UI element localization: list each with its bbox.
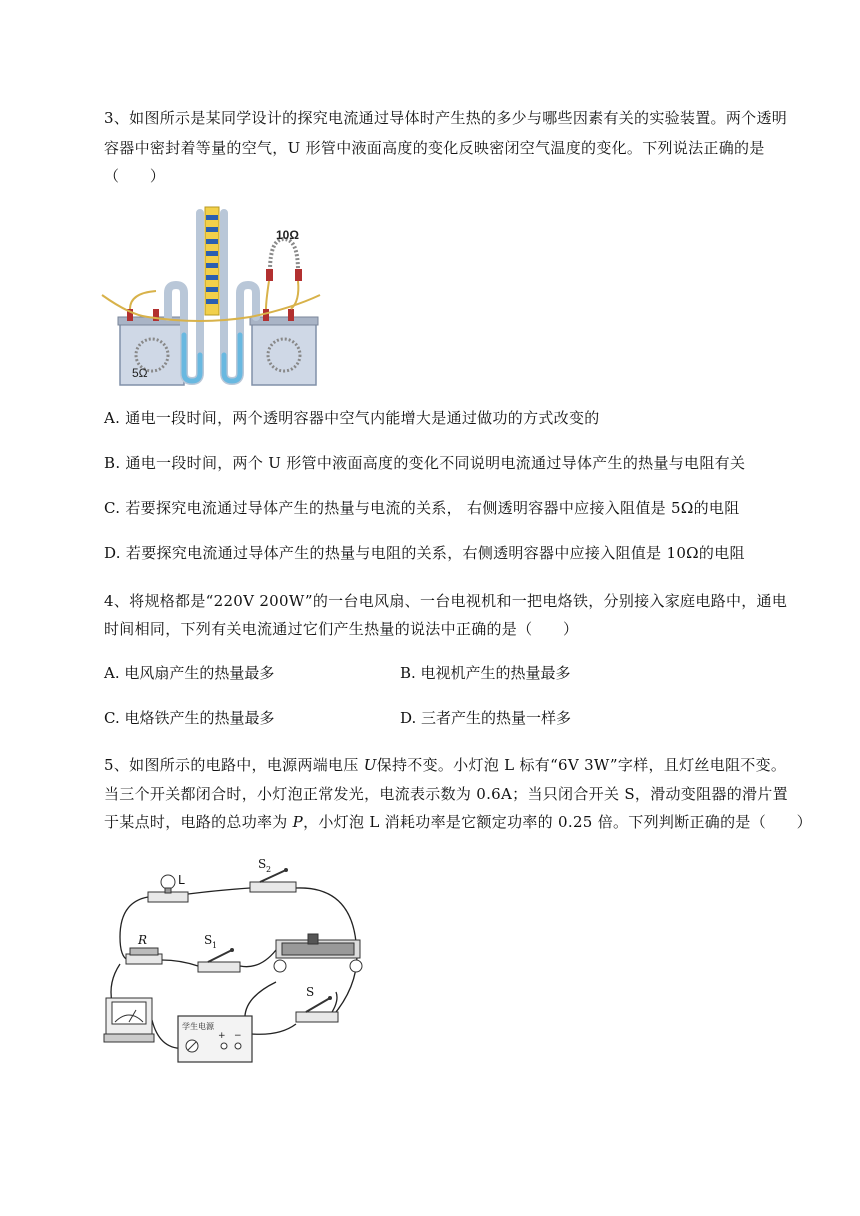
label-10-ohm: 10Ω (276, 228, 299, 242)
label-l: L (178, 873, 185, 887)
q4-line-2: 时间相同，下列有关电流通过它们产生热量的说法中正确的是（ ） (104, 620, 579, 638)
q5-line-2: 当三个开关都闭合时，小灯泡正常发光，电流表示数为 0.6A；当只闭合开关 S，滑动变阻器的滑片置 (104, 785, 788, 803)
q4-option-c: C. 电烙铁产生的热量最多 (104, 709, 275, 727)
ammeter (104, 998, 154, 1042)
right-container (250, 309, 318, 385)
svg-text:+: + (218, 1031, 226, 1041)
label-s2-subscript: 2 (266, 865, 272, 874)
svg-text:−: − (234, 1031, 242, 1041)
switch-s1 (198, 948, 240, 972)
q4-option-a: A. 电风扇产生的热量最多 (104, 664, 275, 682)
q4-line-1: 4、将规格都是“220V 200W”的一台电风扇、一台电视机和一把电烙铁，分别接入家庭电路中，通电 (104, 592, 788, 610)
q5-line-3-a: 于某点时，电路的总功率为 (104, 813, 293, 831)
q3-option-a: A. 通电一段时间，两个透明容器中空气内能增大是通过做功的方式改变的 (104, 409, 600, 427)
q5-line-1 (104, 750, 804, 780)
resistor-r (126, 948, 162, 964)
label-s1: S (204, 933, 213, 947)
q5-circuit-figure (100, 852, 370, 1064)
q5-line-3-b: ，小灯泡 L 消耗功率是它额定功率的 0.25 倍。下列判断正确的是（ ） (303, 813, 812, 831)
q5-var-u: U (363, 756, 377, 774)
rheostat (274, 934, 362, 972)
q3-line-2: 容器中密封着等量的空气，U 形管中液面高度的变化反映密闭空气温度的变化。下列说法正确的是 (104, 139, 765, 157)
power-supply-label: 学生电源 (182, 1022, 214, 1031)
q4-option-d: D. 三者产生的热量一样多 (400, 709, 572, 727)
q3-option-c: C. 若要探究电流通过导体产生的热量与电流的关系， 右侧透明容器中应接入阻值是 5Ω的电阻 (104, 499, 740, 517)
q5-line-3 (104, 807, 812, 837)
label-s2: S (258, 857, 267, 871)
q3-option-b: B. 通电一段时间，两个 U 形管中液面高度的变化不同说明电流通过导体产生的热量与电阻有关 (104, 454, 746, 472)
external-resistor-coil (266, 239, 302, 281)
q3-line-3: （ ） (104, 167, 166, 185)
label-r: R (138, 933, 148, 947)
label-5-ohm: 5Ω (132, 366, 148, 380)
label-s1-subscript: 1 (212, 941, 218, 950)
q4-option-b: B. 电视机产生的热量最多 (400, 664, 571, 682)
q5-line-1-a: 5、如图所示的电路中，电源两端电压 (104, 756, 364, 774)
power-supply (178, 1016, 252, 1062)
q5-line-1-b: 保持不变。小灯泡 L 标有“6V 3W”字样，且灯丝电阻不变。 (376, 756, 787, 774)
q5-var-p: P (292, 813, 304, 831)
switch-s (296, 996, 338, 1022)
measuring-scale (205, 207, 219, 315)
q3-option-d: D. 若要探究电流通过导体产生的热量与电阻的关系，右侧透明容器中应接入阻值是 10Ω的电阻 (104, 544, 745, 562)
q3-apparatus-figure (100, 205, 322, 387)
q3-line-1: 3、如图所示是某同学设计的探究电流通过导体时产生热的多少与哪些因素有关的实验装置。两个透明 (104, 109, 788, 127)
switch-s2 (250, 868, 296, 892)
label-s: S (306, 985, 315, 999)
